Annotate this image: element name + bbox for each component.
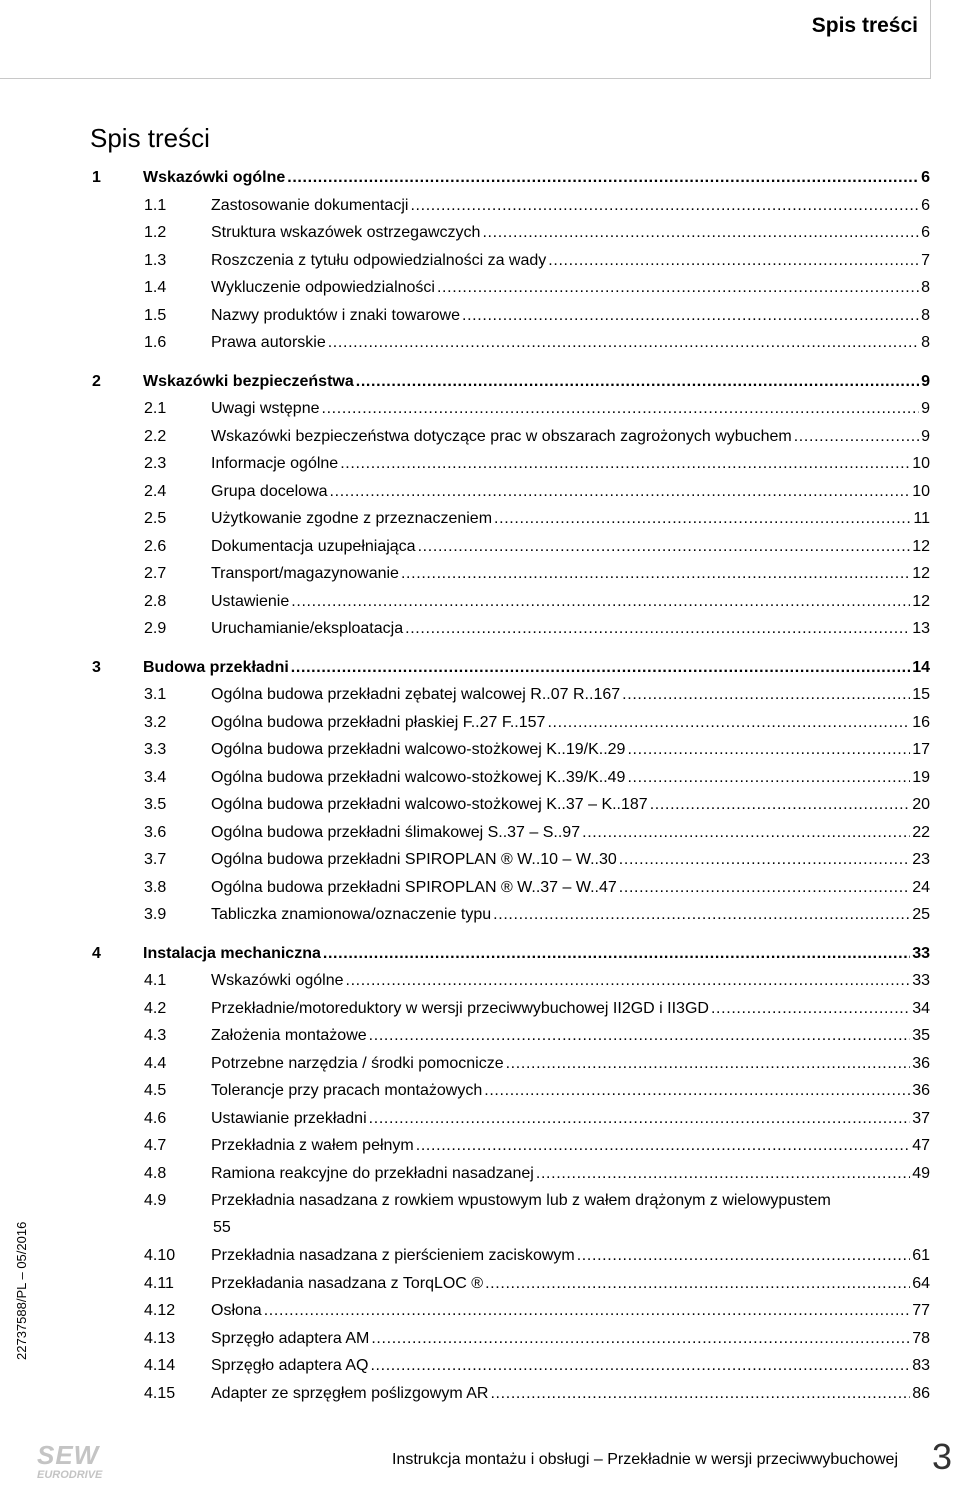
toc-entry-line	[211, 764, 930, 792]
toc-entry-title: Grupa docelowa	[211, 482, 328, 500]
document-code: 22737588/PL – 05/2016	[14, 1221, 29, 1360]
toc-entry-page: 11	[913, 510, 930, 527]
toc-section-entry[interactable]	[92, 967, 930, 995]
toc-dot-leader	[437, 274, 919, 302]
toc-dot-leader	[548, 247, 919, 275]
toc-entry-line	[211, 1050, 930, 1078]
toc-chapter-entry[interactable]	[92, 654, 930, 682]
toc-entry-title: Ogólna budowa przekładni ślimakowej S..37 – S..97	[211, 823, 581, 841]
toc-dot-leader	[401, 560, 910, 588]
toc-section-entry[interactable]	[92, 1352, 930, 1380]
toc-entry-line	[211, 874, 930, 902]
toc-dot-leader	[330, 478, 911, 506]
toc-entry-line	[211, 302, 930, 330]
table-of-contents	[92, 164, 930, 1407]
toc-entry-title: Roszczenia z tytułu odpowiedzialności za wady	[211, 251, 547, 269]
toc-entry-page: 20	[912, 796, 930, 813]
toc-entry-page: 6	[921, 169, 930, 186]
toc-entry-number: 3	[92, 658, 101, 676]
toc-chapter-entry[interactable]	[92, 940, 930, 968]
toc-entry-number: 2.6	[144, 537, 167, 555]
toc-entry-page: 10	[912, 455, 930, 472]
toc-entry-page: 33	[912, 972, 930, 989]
toc-entry-title: Osłona	[211, 1302, 262, 1319]
toc-entry-page: 12	[912, 592, 930, 610]
toc-entry-title: Ogólna budowa przekładni SPIROPLAN ® W..37 – W..47	[211, 878, 617, 896]
toc-entry-title: Zastosowanie dokumentacji	[211, 196, 409, 214]
toc-entry-page: 12	[912, 537, 930, 555]
toc-dot-leader	[622, 681, 910, 709]
toc-dot-leader	[291, 588, 910, 616]
toc-entry-title: Wskazówki bezpieczeństwa	[143, 372, 354, 390]
toc-entry-page: 14	[912, 658, 930, 676]
toc-entry-title: Adapter ze sprzęgłem poślizgowym AR	[211, 1384, 489, 1402]
toc-entry-title: Wskazówki ogólne	[211, 972, 344, 989]
toc-entry-page: 77	[912, 1302, 930, 1319]
toc-entry-number: 4.7	[144, 1137, 167, 1154]
toc-entry-number: 3.7	[144, 851, 167, 868]
toc-entry-line	[211, 450, 930, 478]
toc-entry-page: 10	[912, 482, 930, 500]
toc-entry-line	[211, 247, 930, 275]
toc-entry-page: 9	[921, 427, 930, 445]
toc-entry-number: 2.7	[144, 565, 167, 582]
toc-section-entry[interactable]	[92, 533, 930, 561]
toc-dot-leader	[485, 1270, 910, 1298]
toc-entry-page: 8	[921, 306, 930, 324]
toc-section-entry[interactable]	[92, 901, 930, 929]
toc-entry-number: 4	[92, 944, 101, 962]
toc-chapter-entry[interactable]	[92, 368, 930, 396]
toc-dot-leader	[418, 533, 911, 561]
toc-entry-page: 23	[912, 851, 930, 868]
toc-section-entry[interactable]	[92, 1242, 930, 1270]
toc-section-entry[interactable]	[92, 274, 930, 302]
toc-entry-line	[211, 1297, 930, 1325]
logo-text-eurodrive: EURODRIVE	[37, 1469, 103, 1480]
toc-entry-number: 2.2	[144, 427, 167, 445]
toc-dot-leader	[264, 1297, 911, 1325]
toc-entry-title: Przekładania nasadzana z TorqLOC ®	[211, 1274, 484, 1292]
toc-entry-line	[211, 1022, 930, 1050]
toc-entry-line	[211, 901, 930, 929]
toc-entry-title: Wskazówki bezpieczeństwa dotyczące prac w obszarach zagrożonych wybuchem	[211, 427, 792, 445]
toc-entry-page: 47	[912, 1137, 930, 1154]
toc-dot-leader	[356, 368, 919, 396]
logo-text-sew: SEW	[37, 1440, 100, 1470]
toc-entry-page: 7	[921, 251, 930, 269]
toc-entry-line	[211, 478, 930, 506]
toc-entry-page: 83	[912, 1357, 930, 1374]
toc-dot-leader	[794, 423, 919, 451]
toc-dot-leader	[577, 1242, 910, 1270]
toc-dot-leader	[340, 450, 910, 478]
toc-entry-number: 2.9	[144, 620, 167, 637]
toc-entry-title: Użytkowanie zgodne z przeznaczeniem	[211, 510, 493, 527]
toc-entry-title: Prawa autorskie	[211, 334, 326, 351]
toc-section-entry[interactable]	[92, 247, 930, 275]
toc-entry-title: Informacje ogólne	[211, 455, 339, 472]
toc-entry-number: 3.8	[144, 878, 167, 896]
toc-entry-title: Sprzęgło adaptera AM	[211, 1329, 370, 1347]
toc-dot-leader	[484, 1077, 910, 1105]
toc-dot-leader	[490, 1380, 910, 1408]
toc-entry-title: Ramiona reakcyjne do przekładni nasadzanej	[211, 1164, 534, 1182]
toc-entry-number: 4.10	[144, 1247, 176, 1264]
toc-entry-line	[211, 967, 930, 995]
toc-entry-title: Przekładnie/motoreduktory w wersji przeciwwybuchowej II2GD i II3GD	[211, 999, 709, 1017]
toc-entry-line	[211, 533, 930, 561]
toc-entry-page: 8	[921, 279, 930, 296]
toc-entry-page: 6	[921, 224, 930, 241]
toc-entry-number: 4.6	[144, 1109, 167, 1127]
toc-entry-number: 1.5	[144, 306, 167, 324]
toc-entry-title: Ogólna budowa przekładni zębatej walcowej R..07 R..167	[211, 686, 621, 703]
toc-entry-number: 4.5	[144, 1082, 167, 1099]
toc-entry-page: 33	[912, 944, 930, 962]
toc-dot-leader	[711, 995, 910, 1023]
toc-entry-title: Ogólna budowa przekładni walcowo-stożkowej K..19/K..29	[211, 741, 626, 758]
toc-dot-leader	[506, 1050, 911, 1078]
toc-entry-title: Budowa przekładni	[143, 658, 289, 676]
toc-entry-number: 2.8	[144, 592, 167, 610]
toc-entry-number: 4.14	[144, 1357, 176, 1374]
toc-entry-page: 13	[912, 620, 930, 637]
toc-section-entry[interactable]	[92, 736, 930, 764]
toc-dot-leader	[582, 819, 910, 847]
toc-entry-line	[211, 192, 930, 220]
toc-section-entry[interactable]	[92, 615, 930, 643]
toc-entry-page: 35	[912, 1027, 930, 1044]
toc-entry-line	[211, 736, 930, 764]
toc-entry-page: 12	[912, 565, 930, 582]
toc-entry-title: Potrzebne narzędzia / środki pomocnicze	[211, 1054, 504, 1072]
toc-section-entry[interactable]	[92, 819, 930, 847]
toc-entry-number: 3.1	[144, 686, 167, 703]
toc-entry-title: Ogólna budowa przekładni walcowo-stożkowej K..39/K..49	[211, 768, 626, 786]
toc-section-entry[interactable]	[92, 450, 930, 478]
toc-entry-number: 1.3	[144, 251, 167, 269]
footer-text: Instrukcja montażu i obsługi – Przekładnie w wersji przeciwwybuchowej	[392, 1451, 898, 1468]
toc-entry-line	[211, 1242, 930, 1270]
toc-entry-line	[211, 1325, 930, 1353]
toc-dot-leader	[410, 192, 919, 220]
toc-entry-page: 16	[912, 713, 930, 731]
toc-dot-leader	[650, 791, 911, 819]
toc-entry-number: 1	[92, 169, 101, 186]
toc-entry-line	[211, 709, 930, 737]
toc-chapter-entry[interactable]	[92, 164, 930, 192]
toc-section-entry[interactable]	[92, 329, 930, 357]
toc-entry-line	[211, 505, 930, 533]
toc-entry-title: Tolerancje przy pracach montażowych	[211, 1082, 483, 1099]
toc-entry-line	[143, 368, 930, 396]
toc-entry-line	[211, 1077, 930, 1105]
toc-dot-leader	[627, 736, 910, 764]
sew-eurodrive-logo	[36, 1440, 118, 1480]
toc-dot-leader	[287, 164, 919, 192]
toc-entry-page: 6	[921, 196, 930, 214]
toc-dot-leader	[370, 1352, 910, 1380]
toc-entry-title: Uruchamianie/eksploatacja	[211, 620, 404, 637]
toc-entry-line	[211, 1132, 930, 1160]
toc-entry-page: 36	[912, 1082, 930, 1099]
toc-entry-line	[211, 1380, 930, 1408]
toc-dot-leader	[494, 505, 911, 533]
toc-entry-title: Sprzęgło adaptera AQ	[211, 1357, 369, 1374]
toc-entry-title: Dokumentacja uzupełniająca	[211, 537, 416, 555]
toc-entry-line	[143, 164, 930, 192]
toc-entry-number: 4.1	[144, 972, 167, 989]
toc-entry-page: 22	[912, 823, 930, 841]
toc-entry-line	[211, 329, 930, 357]
toc-entry-title: Instalacja mechaniczna	[143, 944, 321, 962]
toc-entry-page: 8	[921, 334, 930, 351]
toc-entry-number: 3.4	[144, 768, 167, 786]
toc-section-entry[interactable]	[92, 192, 930, 220]
toc-entry-title: Nazwy produktów i znaki towarowe	[211, 306, 460, 324]
toc-entry-number: 3.2	[144, 713, 167, 731]
toc-dot-leader	[322, 395, 920, 423]
toc-dot-leader	[323, 940, 910, 968]
toc-entry-page: 19	[912, 768, 930, 786]
toc-section-entry[interactable]	[92, 1270, 930, 1298]
toc-dot-leader	[291, 654, 910, 682]
toc-section-entry[interactable]	[92, 1297, 930, 1325]
toc-entry-number: 4.4	[144, 1054, 167, 1072]
toc-dot-leader	[371, 1325, 910, 1353]
toc-entry-number: 2.3	[144, 455, 167, 472]
toc-entry-line	[211, 681, 930, 709]
toc-section-entry[interactable]	[92, 681, 930, 709]
toc-entry-line	[211, 1160, 930, 1188]
toc-chapter-gap	[92, 357, 930, 368]
toc-entry-title: Ogólna budowa przekładni walcowo-stożkowej K..37 – K..187	[211, 796, 648, 813]
toc-entry-title: Ustawienie	[211, 592, 290, 610]
toc-entry-title: Wykluczenie odpowiedzialności	[211, 279, 435, 296]
toc-section-entry[interactable]	[92, 1077, 930, 1105]
toc-entry-number: 2.1	[144, 400, 167, 417]
toc-entry-page: 9	[921, 400, 930, 417]
toc-dot-leader	[369, 1105, 911, 1133]
toc-entry-number: 4.3	[144, 1027, 167, 1044]
toc-entry-title: Struktura wskazówek ostrzegawczych	[211, 224, 481, 241]
toc-dot-leader	[619, 846, 910, 874]
toc-section-entry[interactable]	[92, 219, 930, 247]
toc-section-entry[interactable]	[92, 1187, 930, 1242]
toc-dot-leader	[493, 901, 910, 929]
toc-entry-number: 3.3	[144, 741, 167, 758]
toc-dot-leader	[369, 1022, 911, 1050]
toc-section-entry[interactable]	[92, 1160, 930, 1188]
toc-entry-line	[211, 1352, 930, 1380]
toc-entry-title: Ustawianie przekładni	[211, 1109, 367, 1127]
toc-entry-page: 86	[912, 1384, 930, 1402]
toc-entry-title: Wskazówki ogólne	[143, 169, 286, 186]
toc-heading: Spis treści	[90, 123, 210, 153]
toc-entry-page: 61	[912, 1247, 930, 1264]
toc-dot-leader	[536, 1160, 910, 1188]
toc-entry-line	[211, 1270, 930, 1298]
toc-section-entry[interactable]	[92, 1380, 930, 1408]
toc-section-entry[interactable]	[92, 1105, 930, 1133]
toc-entry-number: 2.4	[144, 482, 167, 500]
toc-entry-page: 78	[912, 1329, 930, 1347]
toc-entry-title: Ogólna budowa przekładni płaskiej F..27 F..157	[211, 713, 546, 731]
toc-entry-line	[211, 588, 930, 616]
toc-entry-title: Ogólna budowa przekładni SPIROPLAN ® W..10 – W..30	[211, 851, 617, 868]
footer-page-number: 3	[932, 1436, 953, 1477]
toc-section-entry[interactable]	[92, 1022, 930, 1050]
toc-dot-leader	[547, 709, 910, 737]
toc-entry-line	[211, 274, 930, 302]
toc-entry-number: 4.12	[144, 1302, 176, 1319]
toc-section-entry[interactable]	[92, 478, 930, 506]
toc-entry-line	[211, 615, 930, 643]
toc-dot-leader	[619, 874, 910, 902]
toc-entry-title: Uwagi wstępne	[211, 400, 320, 417]
toc-entry-title: Przekładnia nasadzana z pierścieniem zaciskowym	[211, 1247, 575, 1264]
toc-entry-number: 4.8	[144, 1164, 167, 1182]
toc-section-entry[interactable]	[92, 1325, 930, 1353]
toc-dot-leader	[416, 1132, 910, 1160]
toc-entry-page: 15	[912, 686, 930, 703]
toc-entry-number: 4.9	[144, 1192, 167, 1209]
toc-entry-line	[211, 995, 930, 1023]
toc-entry-number: 2	[92, 372, 101, 390]
toc-entry-page: 49	[912, 1164, 930, 1182]
toc-entry-number: 1.2	[144, 224, 167, 241]
toc-entry-number: 1.6	[144, 334, 167, 351]
toc-section-entry[interactable]	[92, 395, 930, 423]
toc-section-entry[interactable]	[92, 791, 930, 819]
toc-section-entry[interactable]	[92, 423, 930, 451]
toc-entry-line	[211, 1105, 930, 1133]
toc-dot-leader	[627, 764, 910, 792]
toc-section-entry[interactable]	[92, 846, 930, 874]
toc-section-entry[interactable]	[92, 709, 930, 737]
toc-entry-line	[211, 791, 930, 819]
toc-entry-page: 9	[921, 372, 930, 390]
toc-dot-leader	[346, 967, 911, 995]
toc-dot-leader	[405, 615, 910, 643]
header-rule	[0, 78, 931, 79]
toc-entry-number: 1.1	[144, 196, 167, 214]
toc-entry-number: 3.5	[144, 796, 167, 813]
toc-entry-title: Przekładnia z wałem pełnym	[211, 1137, 414, 1154]
toc-entry-number: 4.11	[144, 1274, 174, 1292]
toc-entry-number: 1.4	[144, 279, 167, 296]
toc-entry-line	[143, 654, 930, 682]
toc-section-entry[interactable]	[92, 764, 930, 792]
toc-entry-line	[211, 423, 930, 451]
toc-entry-line	[143, 940, 930, 968]
toc-section-entry[interactable]	[92, 1132, 930, 1160]
toc-section-entry[interactable]	[92, 874, 930, 902]
toc-entry-page: 34	[912, 999, 930, 1017]
toc-entry-title: Założenia montażowe	[211, 1027, 367, 1044]
toc-entry-page: 37	[912, 1109, 930, 1127]
toc-entry-number: 4.15	[144, 1384, 176, 1402]
toc-entry-number: 2.5	[144, 510, 167, 527]
toc-section-entry[interactable]	[92, 995, 930, 1023]
toc-entry-title: Przekładnia nasadzana z rowkiem wpustowym lub z wałem drążonym z wielowypustem	[211, 1192, 831, 1209]
toc-entry-line	[211, 395, 930, 423]
toc-section-entry[interactable]	[92, 302, 930, 330]
toc-entry-line	[211, 819, 930, 847]
toc-entry-title: Transport/magazynowanie	[211, 565, 399, 582]
toc-entry-line	[211, 560, 930, 588]
toc-entry-number: 3.6	[144, 823, 167, 841]
header-title: Spis treści	[811, 14, 918, 37]
toc-dot-leader	[328, 329, 919, 357]
toc-dot-leader	[462, 302, 919, 330]
toc-entry-page: 55	[213, 1219, 231, 1236]
toc-chapter-gap	[92, 929, 930, 940]
toc-section-entry[interactable]	[92, 588, 930, 616]
toc-entry-line	[211, 1187, 930, 1236]
toc-entry-page: 25	[912, 906, 930, 923]
toc-entry-number: 3.9	[144, 906, 167, 923]
toc-section-entry[interactable]	[92, 560, 930, 588]
toc-dot-leader	[482, 219, 919, 247]
toc-entry-page: 17	[912, 741, 930, 758]
header-side-rule	[930, 0, 931, 78]
toc-section-entry[interactable]	[92, 505, 930, 533]
toc-entry-line	[211, 846, 930, 874]
toc-entry-page: 24	[912, 878, 930, 896]
toc-entry-number: 4.2	[144, 999, 167, 1017]
toc-entry-title: Tabliczka znamionowa/oznaczenie typu	[211, 906, 492, 923]
toc-chapter-gap	[92, 643, 930, 654]
toc-entry-page: 36	[912, 1054, 930, 1072]
toc-entry-number: 4.13	[144, 1329, 176, 1347]
toc-section-entry[interactable]	[92, 1050, 930, 1078]
toc-entry-page: 64	[912, 1274, 930, 1292]
toc-entry-line	[211, 219, 930, 247]
